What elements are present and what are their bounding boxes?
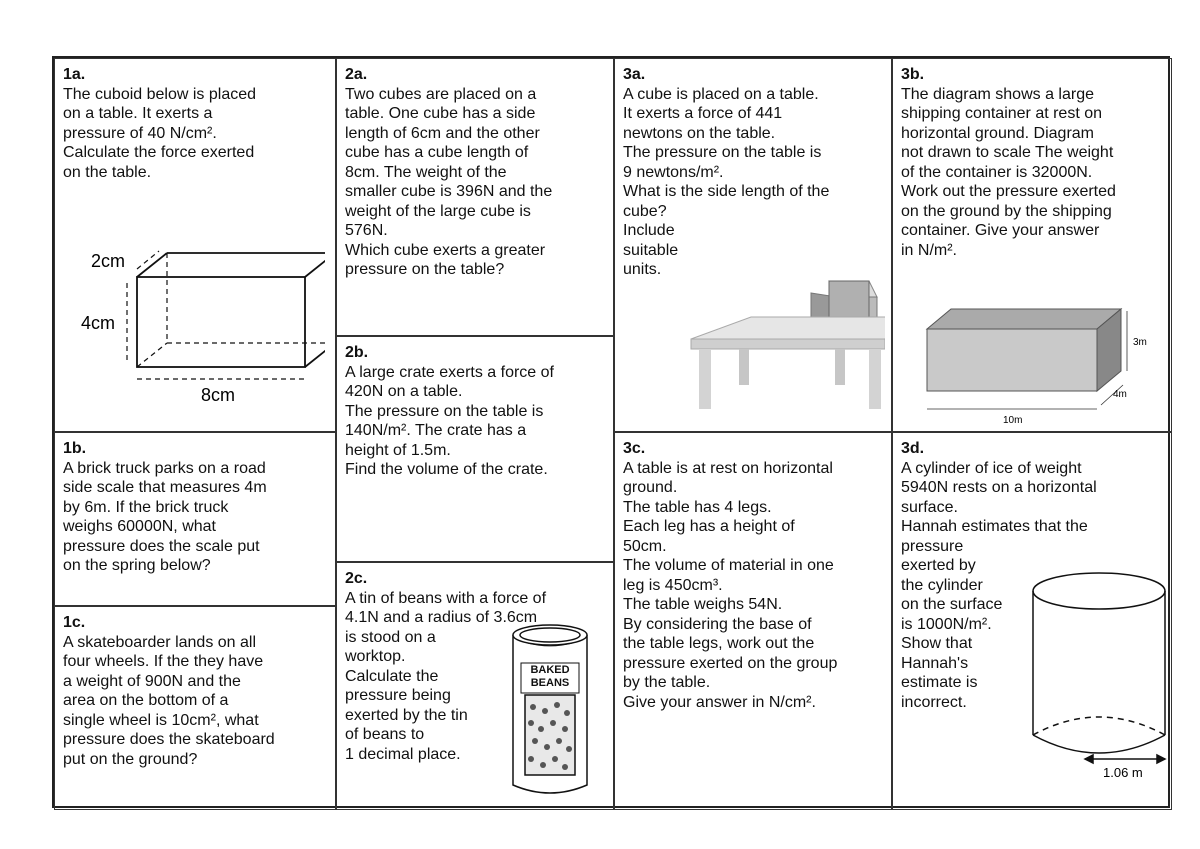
- bean-can-icon: [507, 619, 593, 803]
- question-3d: [892, 432, 1172, 810]
- question-label: 3c.: [623, 440, 646, 457]
- table-with-cube-diagram: [685, 277, 885, 417]
- bean-can-label: BAKED BEANS: [530, 664, 570, 689]
- question-1b: [54, 432, 336, 606]
- question-3c: [614, 432, 892, 810]
- question-3b: [892, 58, 1172, 432]
- cuboid-width-label: 8cm: [201, 385, 236, 405]
- question-label: 3a.: [623, 66, 646, 83]
- cuboid-height-label: 4cm: [81, 313, 116, 333]
- container-depth-label: 4m: [1113, 389, 1127, 400]
- question-text: A cube is placed on a table. It exerts a force of 441 newtons on the table. The pressure on the table is 9 newtons/m². What is the side length of the cube?: [623, 85, 830, 220]
- question-2b: [336, 336, 614, 562]
- question-label: 1c.: [63, 614, 86, 631]
- worksheet-grid: [52, 56, 1170, 808]
- question-1c: [54, 606, 336, 810]
- question-text-side: is stood on a worktop. Calculate the pressure being exerted by the tin of beans to 1 decimal place.: [345, 628, 468, 763]
- question-text: The cuboid below is placed on a table. It exerts a pressure of 40 N/cm². Calculate the force exerted on the table.: [63, 85, 257, 181]
- question-text: A table is at rest on horizontal ground. The table has 4 legs. Each leg has a height of 50cm. The volume of material in one leg is 450cm³. The table weighs 54N. By considering the base of the table legs, work out the pressure exerted on the group by the table. Give your answer in N/cm².: [623, 459, 838, 711]
- question-label: 2c.: [345, 570, 368, 587]
- cuboid-diagram: [75, 239, 325, 409]
- question-text: A brick truck parks on a road side scale that measures 4m by 6m. If the brick truck weighs 60000N, what pressure does the scale put on the spring below?: [63, 459, 267, 574]
- question-3a: [614, 58, 892, 432]
- question-1a: [54, 58, 336, 432]
- question-text: Two cubes are placed on a table. One cube has a side length of 6cm and the other cube has a cube length of 8cm. The weight of the smaller cube is 396N and the weight of the large cube is 576N. Which cube exerts a greater pressure on the table?: [345, 85, 553, 278]
- container-height-label: 3m: [1133, 337, 1147, 348]
- question-label: 2a.: [345, 66, 368, 83]
- question-label: 2b.: [345, 344, 369, 361]
- shipping-container-diagram: [897, 299, 1167, 429]
- question-text: A tin of beans with a force of 4.1N and a radius of 3.6cm: [345, 589, 547, 626]
- question-label: 1a.: [63, 66, 86, 83]
- question-text-side: Include suitable units.: [623, 222, 679, 278]
- question-text: The diagram shows a large shipping container at rest on horizontal ground. Diagram not drawn to scale The weight of the container is 32000N. Work out the pressure exerted on the ground by the shipping container. Give your answer in N/m².: [901, 85, 1116, 259]
- question-label: 3b.: [901, 66, 925, 83]
- question-2c: [336, 562, 614, 810]
- question-text: A large crate exerts a force of 420N on a table. The pressure on the table is 140N/m². The crate has a height of 1.5m. Find the volume of the crate.: [345, 363, 554, 478]
- question-text-side: pressure exerted by the cylinder on the surface is 1000N/m². Show that Hannah's estimate is incorrect.: [901, 537, 1003, 711]
- question-label: 3d.: [901, 440, 925, 457]
- question-2a: [336, 58, 614, 336]
- question-text: A skateboarder lands on all four wheels. If the they have a weight of 900N and the area on the bottom of a single wheel is 10cm², what pressure does the skateboard put on the ground?: [63, 633, 275, 768]
- question-text: A cylinder of ice of weight 5940N rests on a horizontal surface. Hannah estimates that the: [901, 459, 1097, 535]
- cylinder-diameter-label: 1.06 m: [1103, 765, 1143, 780]
- cuboid-depth-label: 2cm: [91, 251, 126, 271]
- ice-cylinder-diagram: [1025, 569, 1175, 803]
- question-label: 1b.: [63, 440, 87, 457]
- container-length-label: 10m: [1003, 415, 1023, 426]
